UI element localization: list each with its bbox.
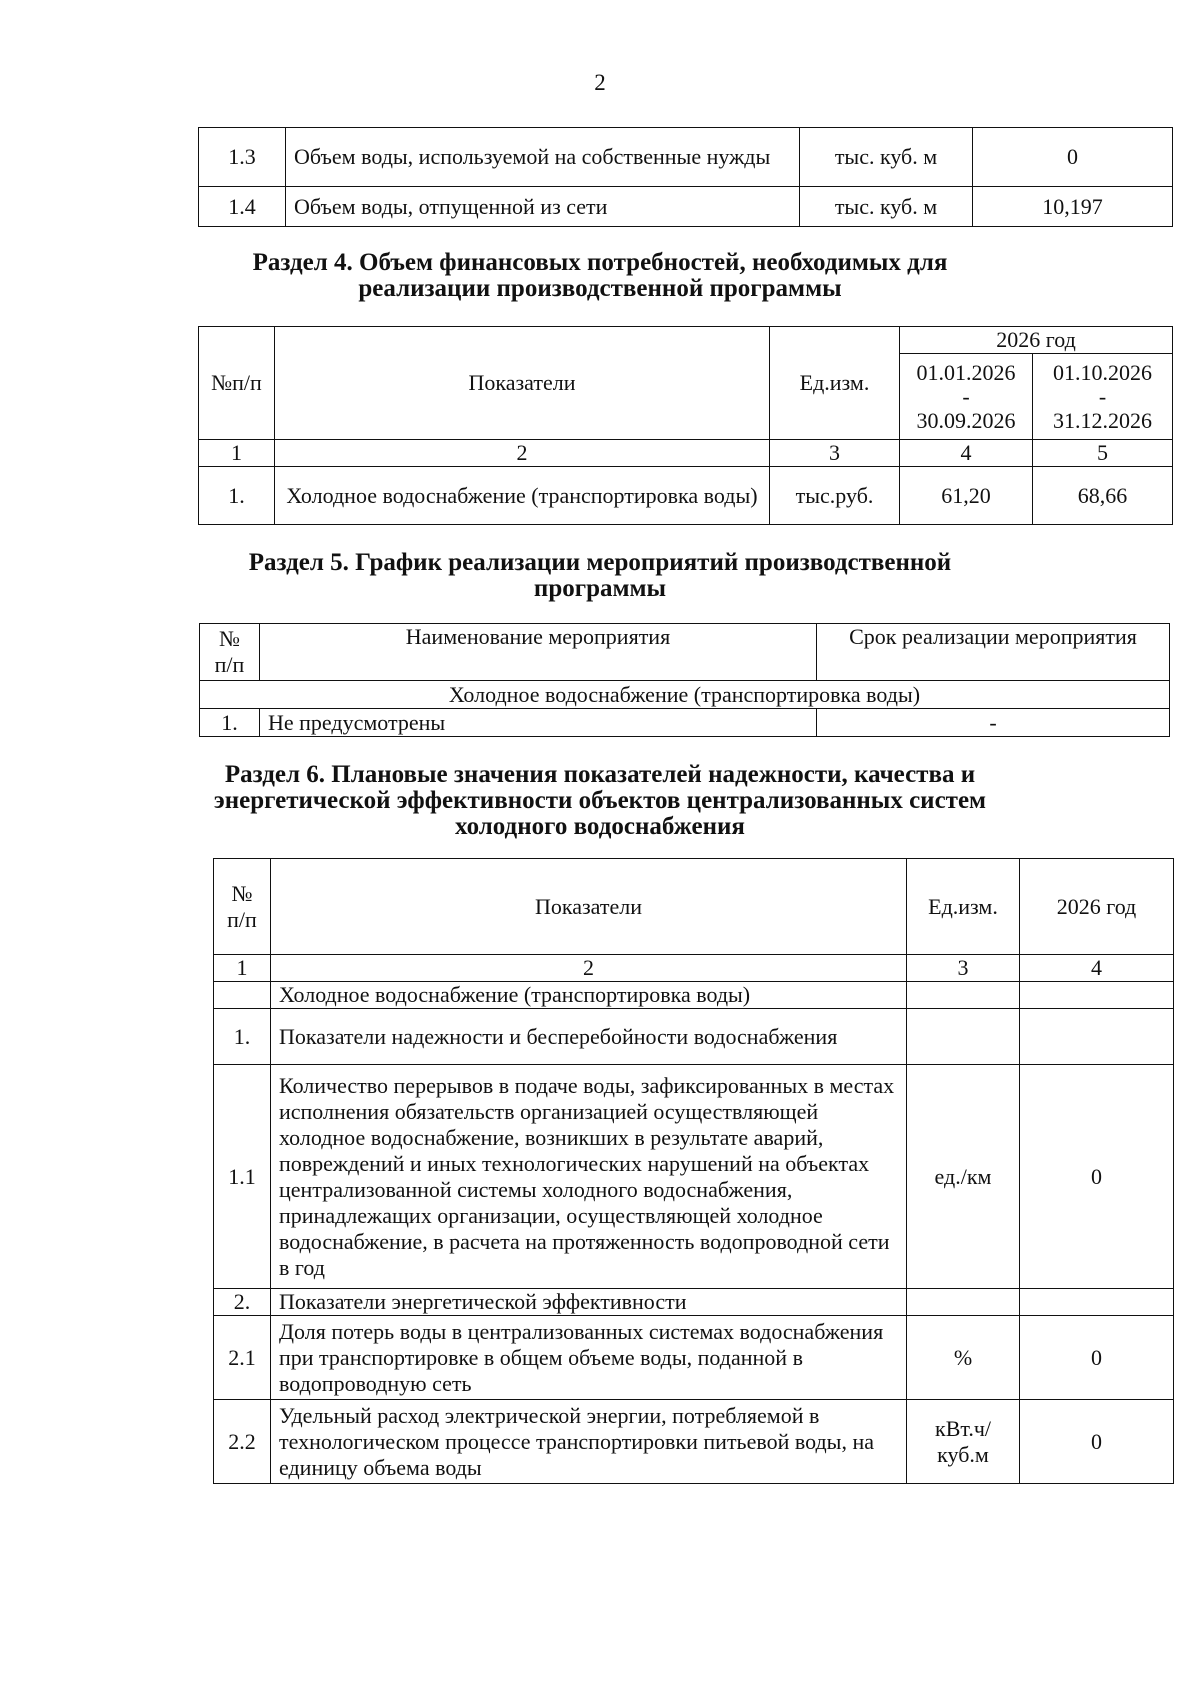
table-row xyxy=(199,128,1173,187)
col-number: 2 xyxy=(275,440,770,467)
table-row xyxy=(214,1400,1174,1484)
section6-title-line2: энергетической эффективности объектов централизованных систем xyxy=(213,787,987,814)
row-number: 2.1 xyxy=(214,1316,271,1400)
row-value: 10,197 xyxy=(973,187,1173,227)
row-value xyxy=(1020,1009,1174,1065)
row-number: 1.4 xyxy=(199,187,286,227)
header-period-2 xyxy=(1033,354,1173,440)
row-value: 0 xyxy=(1020,1316,1174,1400)
row-name: Не предусмотрены xyxy=(260,709,817,737)
row-number: 1. xyxy=(199,467,275,525)
row-name: Объем воды, используемой на собственные нужды xyxy=(286,128,800,187)
header-year: 2026 год xyxy=(900,327,1173,354)
group-label: Холодное водоснабжение (транспортировка воды) xyxy=(271,982,907,1009)
header-year: 2026 год xyxy=(1020,859,1174,955)
period2-start: 01.10.2026 xyxy=(1053,359,1152,385)
row-unit xyxy=(907,1289,1020,1316)
header-period: Срок реализации мероприятия xyxy=(817,624,1170,681)
col-number: 4 xyxy=(900,440,1033,467)
column-numbers-row xyxy=(199,440,1173,467)
table-row xyxy=(199,187,1173,227)
financial-needs-table xyxy=(198,326,1173,525)
col-number: 1 xyxy=(199,440,275,467)
table-row xyxy=(200,709,1170,737)
row-unit: тыс. куб. м xyxy=(800,187,973,227)
section5-title-line1: Раздел 5. График реализации мероприятий производственной xyxy=(248,549,952,576)
row-unit: кВт.ч/куб.м xyxy=(907,1400,1020,1484)
period2-end: 31.12.2026 xyxy=(1053,407,1152,433)
schedule-table xyxy=(199,623,1170,737)
row-name: Объем воды, отпущенной из сети xyxy=(286,187,800,227)
row-unit xyxy=(907,1009,1020,1065)
row-name: Удельный расход электрической энергии, потребляемой в технологическом процессе транспортировки питьевой воды, на единицу объема воды xyxy=(271,1400,907,1484)
row-value: 0 xyxy=(1020,1065,1174,1289)
section5-title xyxy=(0,550,1200,602)
table-row xyxy=(214,1009,1174,1065)
group-empty-cell xyxy=(214,982,271,1009)
row-number: 1. xyxy=(200,709,260,737)
row-value-1: 61,20 xyxy=(900,467,1033,525)
header-num: № п/п xyxy=(200,624,260,681)
col-number: 1 xyxy=(214,955,271,982)
section6-title xyxy=(0,762,1200,840)
row-period: - xyxy=(817,709,1170,737)
row-number: 1. xyxy=(214,1009,271,1065)
table-row xyxy=(214,1065,1174,1289)
row-name: Показатели энергетической эффективности xyxy=(271,1289,907,1316)
section5-title-line2: программы xyxy=(533,575,667,602)
period1-end: 30.09.2026 xyxy=(916,407,1016,433)
section4-title xyxy=(0,250,1200,302)
header-num: № п/п xyxy=(214,859,271,955)
col-number: 3 xyxy=(770,440,900,467)
header-name: Наименование мероприятия xyxy=(260,624,817,681)
row-name: Холодное водоснабжение (транспортировка воды) xyxy=(275,467,770,525)
row-name: Показатели надежности и бесперебойности водоснабжения xyxy=(271,1009,907,1065)
row-number: 1.1 xyxy=(214,1065,271,1289)
row-unit: тыс.руб. xyxy=(770,467,900,525)
section4-title-line2: реализации производственной программы xyxy=(358,275,842,302)
group-empty-cell xyxy=(907,982,1020,1009)
table-row xyxy=(214,1316,1174,1400)
row-unit: % xyxy=(907,1316,1020,1400)
row-unit: тыс. куб. м xyxy=(800,128,973,187)
indicators-table xyxy=(213,858,1174,1484)
period2-dash: - xyxy=(1098,383,1107,409)
group-empty-cell xyxy=(1020,982,1174,1009)
group-label: Холодное водоснабжение (транспортировка воды) xyxy=(200,681,1170,709)
row-name: Доля потерь воды в централизованных системах водоснабжения при транспортировке в общем объеме воды, поданной в водопроводную сеть xyxy=(271,1316,907,1400)
page-number: 2 xyxy=(594,70,606,95)
col-number: 4 xyxy=(1020,955,1174,982)
header-indicator: Показатели xyxy=(275,327,770,440)
header-num: №п/п xyxy=(199,327,275,440)
row-value xyxy=(1020,1289,1174,1316)
row-value: 0 xyxy=(1020,1400,1174,1484)
header-period-1 xyxy=(900,354,1033,440)
header-unit: Ед.изм. xyxy=(770,327,900,440)
header-unit: Ед.изм. xyxy=(907,859,1020,955)
row-number: 2.2 xyxy=(214,1400,271,1484)
row-value-2: 68,66 xyxy=(1033,467,1173,525)
row-unit: ед./км xyxy=(907,1065,1020,1289)
row-number: 2. xyxy=(214,1289,271,1316)
col-number: 3 xyxy=(907,955,1020,982)
period1-dash: - xyxy=(962,383,970,409)
section4-title-line1: Раздел 4. Объем финансовых потребностей, необходимых для xyxy=(252,249,948,276)
col-number: 2 xyxy=(271,955,907,982)
row-name: Количество перерывов в подаче воды, зафиксированных в местах исполнения обязательств организацией осуществляющей холодное водоснабжение, возникших в результате аварий, повреждений и иных технологических нарушений на объектах централизованной системы холодного водоснабжения, принадлежащих организации, осуществляющей холодное водоснабжение, в расчета на протяженность водопроводной сети в год xyxy=(271,1065,907,1289)
group-row xyxy=(214,982,1174,1009)
group-row xyxy=(200,681,1170,709)
row-value: 0 xyxy=(973,128,1173,187)
section6-title-line3: холодного водоснабжения xyxy=(455,813,745,840)
period1-start: 01.01.2026 xyxy=(916,359,1016,385)
header-indicator: Показатели xyxy=(271,859,907,955)
table-row xyxy=(199,467,1173,525)
water-volume-table xyxy=(198,127,1173,227)
row-number: 1.3 xyxy=(199,128,286,187)
col-number: 5 xyxy=(1033,440,1173,467)
column-numbers-row xyxy=(214,955,1174,982)
table-row xyxy=(214,1289,1174,1316)
section6-title-line1: Раздел 6. Плановые значения показателей надежности, качества и xyxy=(224,761,976,788)
